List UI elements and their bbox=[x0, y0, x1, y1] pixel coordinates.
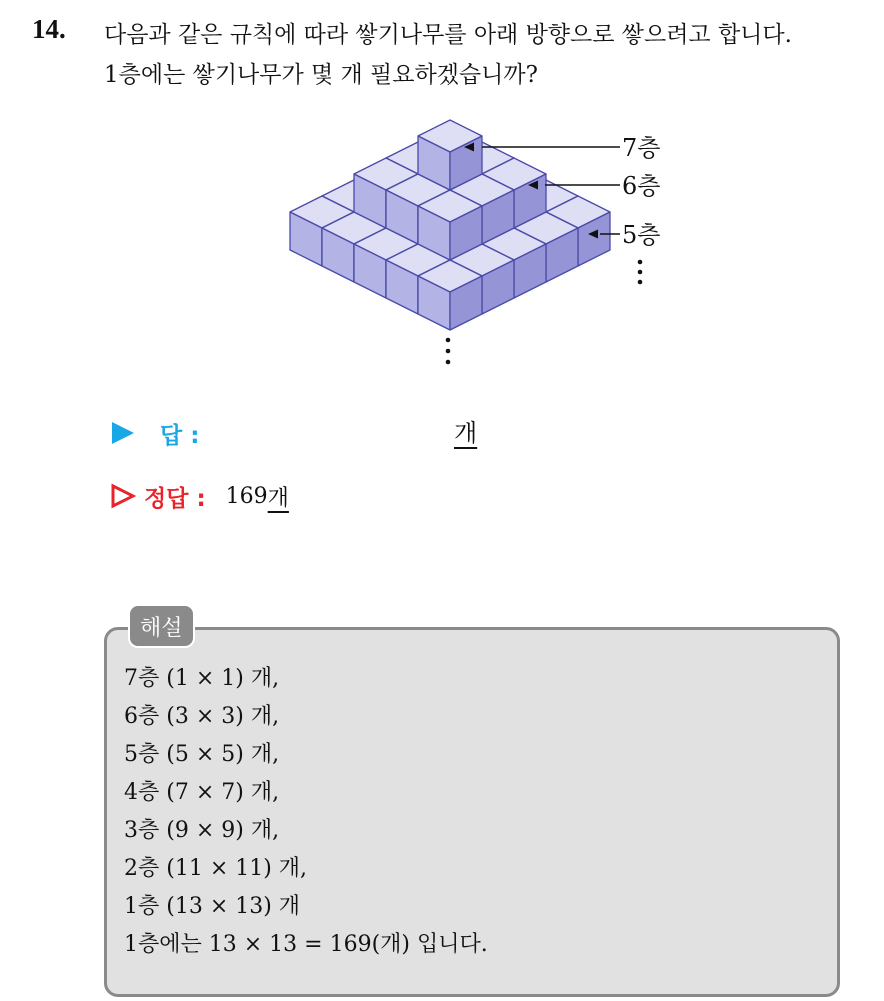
answer-row bbox=[110, 413, 199, 453]
solution-line: 5층 (5 × 5) 개, bbox=[124, 742, 280, 767]
question-text-line-1: 다음과 같은 규칙에 따라 쌓기나무를 아래 방향으로 쌓으려고 합니다. bbox=[104, 22, 792, 48]
question-number: 14. bbox=[32, 14, 66, 44]
stacked-cubes-figure bbox=[280, 110, 700, 372]
solution-line: 3층 (9 × 9) 개, bbox=[124, 818, 280, 843]
answer-unit: 개 bbox=[454, 419, 478, 447]
solution-line: 7층 (1 × 1) 개, bbox=[124, 666, 280, 691]
solution-tab: 해설 bbox=[128, 604, 195, 648]
correct-answer-value: 169 bbox=[225, 483, 268, 509]
solution-lines bbox=[124, 660, 488, 964]
solution-line: 1층 (13 × 13) 개 bbox=[124, 894, 301, 919]
correct-answer-label: 정답 : bbox=[144, 485, 206, 512]
correct-answer-row bbox=[110, 476, 289, 516]
correct-answer-unit: 개 bbox=[267, 485, 289, 511]
play-triangle-icon bbox=[110, 420, 136, 446]
cube bbox=[418, 190, 482, 260]
answer-label: 답 : bbox=[160, 422, 200, 449]
question-text-line-2: 1층에는 쌓기나무가 몇 개 필요하겠습니까? bbox=[104, 62, 538, 88]
cube bbox=[418, 260, 482, 330]
vertical-ellipsis-bottom-icon bbox=[446, 338, 451, 365]
outline-triangle-icon bbox=[110, 483, 136, 509]
solution-line: 4층 (7 × 7) 개, bbox=[124, 780, 280, 805]
cube bbox=[418, 120, 482, 190]
solution-line: 6층 (3 × 3) 개, bbox=[124, 704, 280, 729]
solution-line: 2층 (11 × 11) 개, bbox=[124, 856, 308, 881]
floor-label-5: 5층 bbox=[622, 221, 661, 249]
vertical-ellipsis-icon bbox=[638, 260, 643, 285]
floor-label-7: 7층 bbox=[622, 134, 661, 162]
cube-stack bbox=[290, 120, 610, 330]
floor-label-6: 6층 bbox=[622, 172, 661, 200]
solution-line: 1층에는 13 × 13 = 169(개) 입니다. bbox=[124, 932, 488, 957]
